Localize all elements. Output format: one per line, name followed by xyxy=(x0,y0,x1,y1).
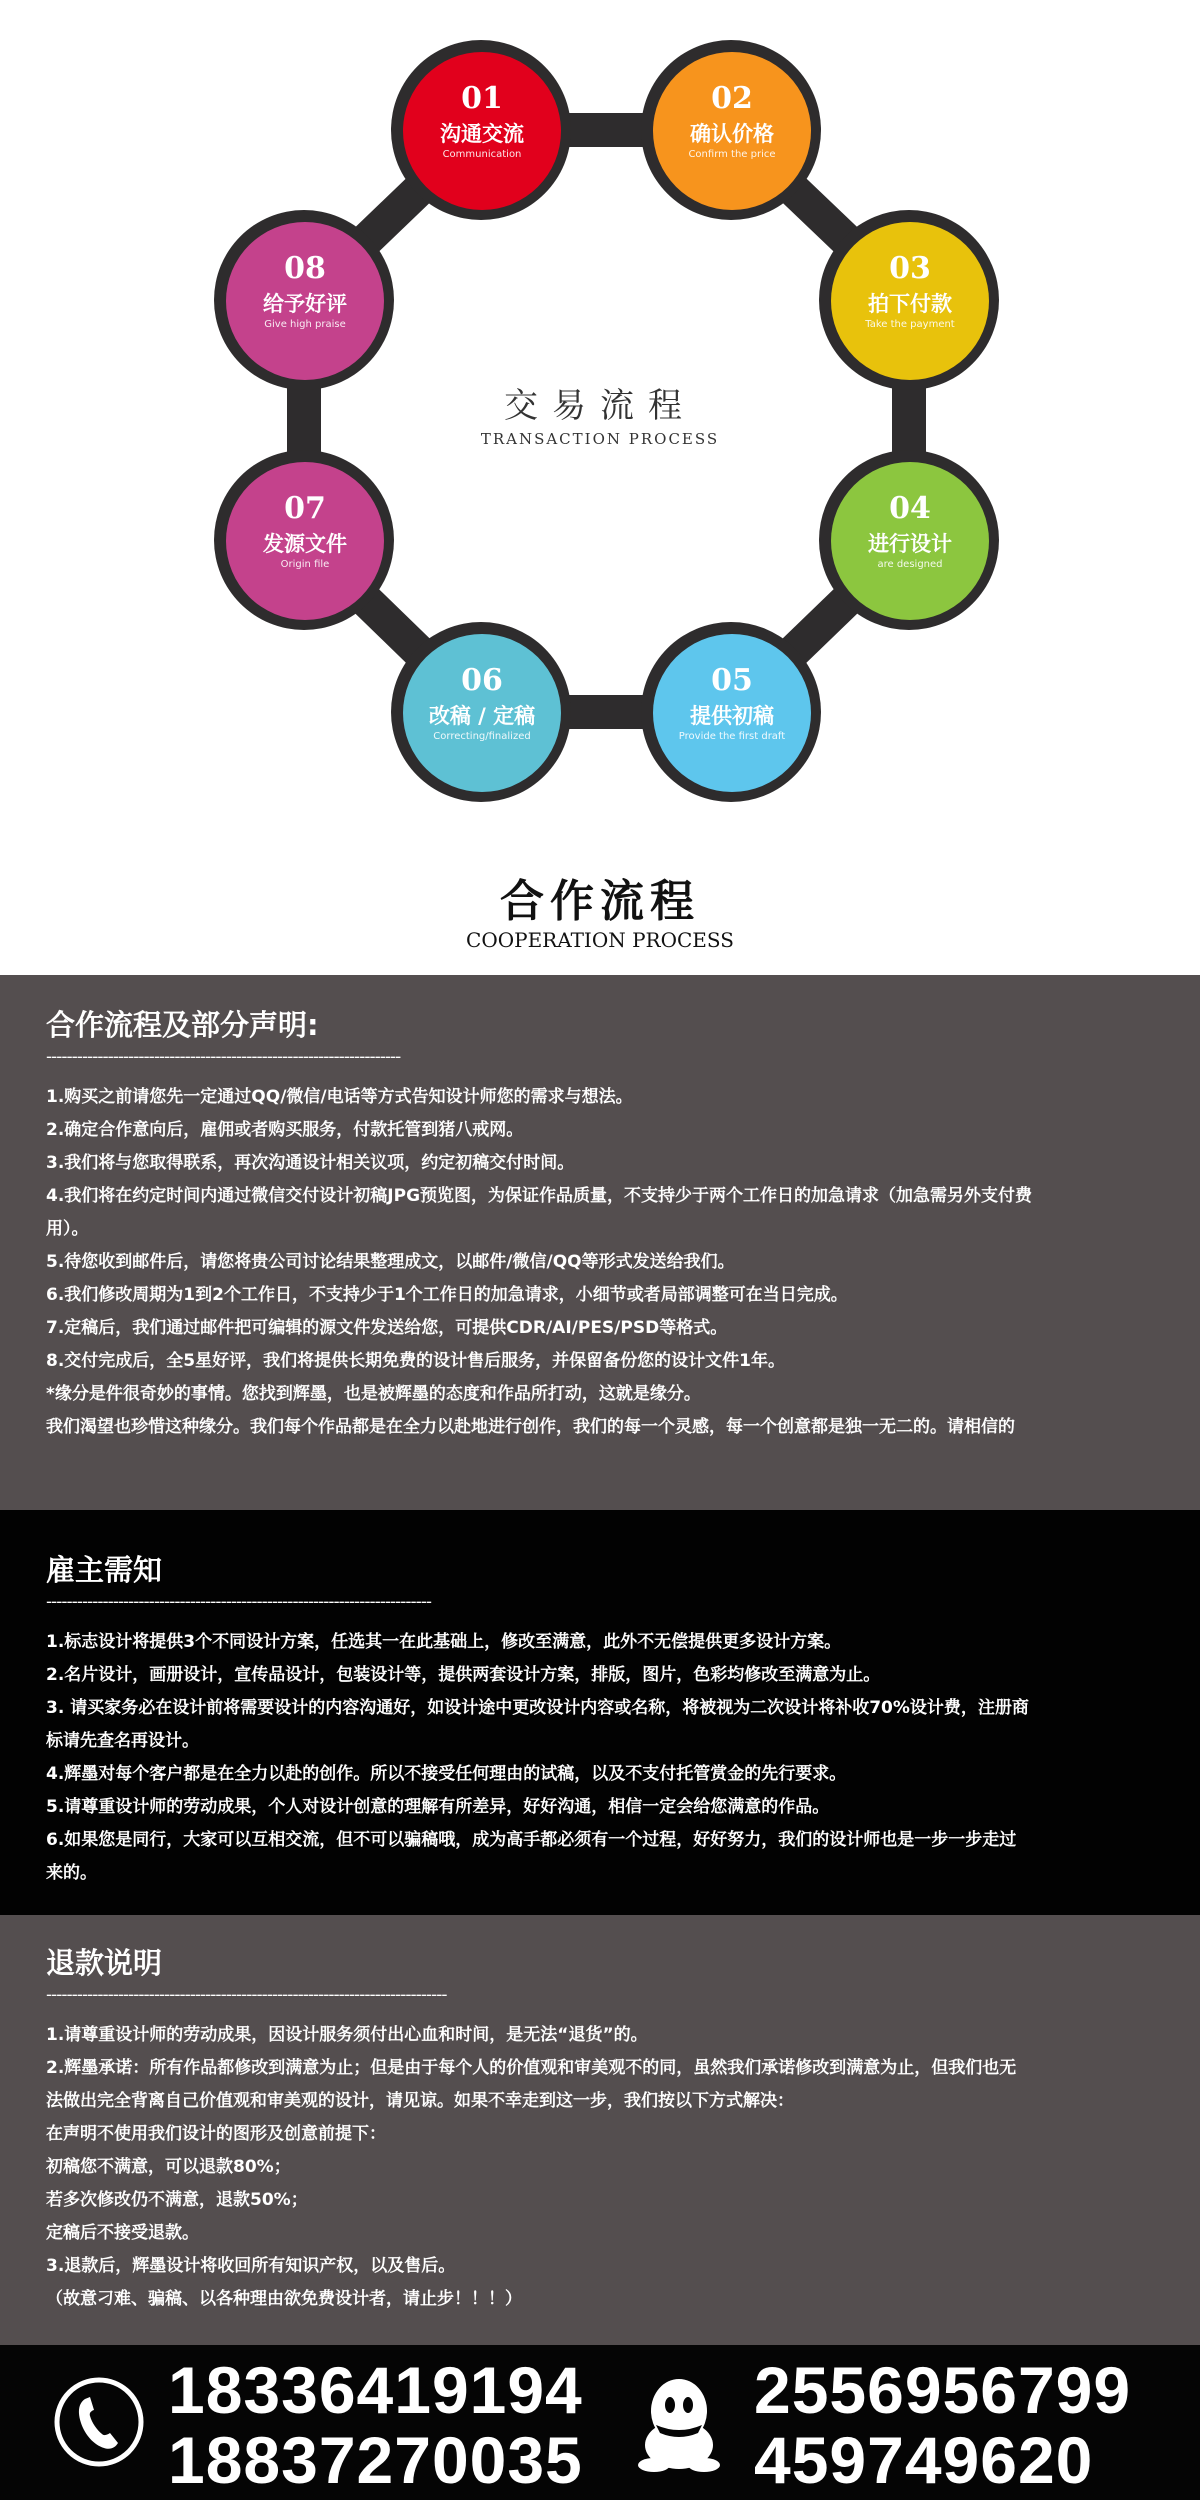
step-num: 04 xyxy=(889,491,931,526)
statement-line: 标请先查名再设计。 xyxy=(46,1731,199,1751)
step-num: 05 xyxy=(711,663,753,698)
statement-line: 定稿后不接受退款。 xyxy=(46,2223,199,2243)
process-step-05 xyxy=(653,634,811,792)
step-num: 02 xyxy=(711,81,753,116)
statement-line: 1.购买之前请您先一定通过QQ/微信/电话等方式告知设计师您的需求与想法。 xyxy=(46,1087,633,1107)
qq-number-2[interactable]: 459749620 xyxy=(754,2423,1094,2497)
cooperation-statement-section xyxy=(0,975,1200,1510)
statement-line: 用）。 xyxy=(46,1219,89,1239)
step-zh: 给予好评 xyxy=(263,292,347,316)
statement-line: 3. 请买家务必在设计前将需要设计的内容沟通好，如设计途中更改设计内容或名称，将被视为二次设计将补收70%设计费，注册商 xyxy=(46,1698,1029,1718)
statement-line: 4.我们将在约定时间内通过微信交付设计初稿JPG预览图，为保证作品质量，不支持少于两个工作日的加急请求（加急需另外支付费 xyxy=(46,1186,1033,1206)
step-en: Provide the first draft xyxy=(678,731,786,742)
statement-line: 8.交付完成后，全5星好评，我们将提供长期免费的设计售后服务，并保留备份您的设计文件1年。 xyxy=(46,1351,785,1371)
cooperation-subtitle: COOPERATION PROCESS xyxy=(466,928,734,952)
process-subtitle: TRANSACTION PROCESS xyxy=(480,430,720,448)
process-title: 交易流程 xyxy=(504,386,696,426)
step-en: Give high praise xyxy=(264,319,346,330)
step-num: 08 xyxy=(284,251,326,286)
statement-line: 我们渴望也珍惜这种缘分。我们每个作品都是在全力以赴地进行创作，我们的每一个灵感，每一个创意都是独一无二的。请相信的 xyxy=(46,1417,1015,1437)
step-zh: 确认价格 xyxy=(690,122,774,146)
phone-icon xyxy=(52,2375,146,2469)
step-en: Communication xyxy=(442,149,522,160)
statement-line: 2.名片设计，画册设计，宣传品设计，包装设计等，提供两套设计方案，排版，图片，色彩均修改至满意为止。 xyxy=(46,1665,881,1685)
statement-line: 若多次修改仍不满意，退款50%； xyxy=(46,2190,308,2210)
process-step-04 xyxy=(831,462,989,620)
statement-line: 6.如果您是同行，大家可以互相交流，但不可以骗稿哦，成为高手都必须有一个过程，好好努力，我们的设计师也是一步一步走过 xyxy=(46,1830,1017,1850)
contact-footer xyxy=(0,2345,1200,2500)
process-step-01 xyxy=(403,52,561,210)
section-title: 雇主需知 xyxy=(46,1553,163,1587)
step-num: 01 xyxy=(461,81,503,116)
phone-number-1[interactable]: 18336419194 xyxy=(168,2353,583,2427)
statement-line: 3.我们将与您取得联系，再次沟通设计相关议项，约定初稿交付时间。 xyxy=(46,1153,575,1173)
qq-penguin-icon xyxy=(634,2373,724,2473)
step-zh: 提供初稿 xyxy=(690,704,774,728)
statement-line: 7.定稿后，我们通过邮件把可编辑的源文件发送给您，可提供CDR/AI/PES/PSD等格式。 xyxy=(46,1318,728,1338)
statement-line: 法做出完全背离自己价值观和审美观的设计，请见谅。如果不幸走到这一步，我们按以下方式解决： xyxy=(46,2091,794,2111)
statement-line: 初稿您不满意，可以退款80%； xyxy=(46,2157,291,2177)
transaction-process-diagram xyxy=(0,0,1200,975)
statement-line: （故意刁难、骗稿、以各种理由欲免费设计者，请止步！！！） xyxy=(46,2289,522,2309)
statement-line: 4.辉墨对每个客户都是在全力以赴的创作。所以不接受任何理由的试稿，以及不支付托管赏金的先行要求。 xyxy=(46,1764,847,1784)
cooperation-title: 合作流程 xyxy=(500,876,700,927)
step-en: Take the payment xyxy=(865,319,955,330)
step-zh: 拍下付款 xyxy=(868,292,952,316)
process-step-07 xyxy=(226,462,384,620)
step-en: Confirm the price xyxy=(688,149,776,160)
statement-line: 5.待您收到邮件后，请您将贵公司讨论结果整理成文，以邮件/微信/QQ等形式发送给我们。 xyxy=(46,1252,735,1272)
section-title: 退款说明 xyxy=(46,1946,163,1980)
statement-line: 5.请尊重设计师的劳动成果，个人对设计创意的理解有所差异，好好沟通，相信一定会给您满意的作品。 xyxy=(46,1797,830,1817)
step-num: 07 xyxy=(284,491,326,526)
statement-line: 3.退款后，辉墨设计将收回所有知识产权，以及售后。 xyxy=(46,2256,456,2276)
process-step-06 xyxy=(403,634,561,792)
dash-divider: ------------------------------------------------------------------------------ xyxy=(46,1985,447,2005)
client-notice-section xyxy=(0,1510,1200,1915)
step-en: Correcting/finalized xyxy=(433,731,531,742)
step-zh: 进行设计 xyxy=(868,532,952,556)
step-en: Origin file xyxy=(280,559,330,570)
process-step-03 xyxy=(831,222,989,380)
statement-line: 1.请尊重设计师的劳动成果，因设计服务须付出心血和时间，是无法“退货”的。 xyxy=(46,2025,648,2045)
step-num: 06 xyxy=(461,663,503,698)
section-title: 合作流程及部分声明: xyxy=(46,1008,319,1042)
process-step-08 xyxy=(226,222,384,380)
statement-line: 来的。 xyxy=(46,1863,97,1883)
dash-divider: --------------------------------------------------------------------- xyxy=(46,1047,401,1067)
phone-number-2[interactable]: 18837270035 xyxy=(168,2423,583,2497)
step-num: 03 xyxy=(889,251,931,286)
statement-line: *缘分是件很奇妙的事情。您找到辉墨，也是被辉墨的态度和作品所打动，这就是缘分。 xyxy=(46,1384,701,1404)
statement-line: 2.辉墨承诺：所有作品都修改到满意为止；但是由于每个人的价值观和审美观不的同，虽然我们承诺修改到满意为止，但我们也无 xyxy=(46,2058,1017,2078)
dash-divider: --------------------------------------------------------------------------- xyxy=(46,1592,432,1612)
refund-policy-section xyxy=(0,1915,1200,2345)
process-step-02 xyxy=(653,52,811,210)
step-zh: 发源文件 xyxy=(263,532,347,556)
qq-number-1[interactable]: 2556956799 xyxy=(754,2353,1132,2427)
step-zh: 沟通交流 xyxy=(440,122,524,146)
statement-line: 2.确定合作意向后，雇佣或者购买服务，付款托管到猪八戒网。 xyxy=(46,1120,524,1140)
statement-line: 6.我们修改周期为1到2个工作日，不支持少于1个工作日的加急请求，小细节或者局部调整可在当日完成。 xyxy=(46,1285,848,1305)
statement-line: 1.标志设计将提供3个不同设计方案，任选其一在此基础上，修改至满意，此外不无偿提供更多设计方案。 xyxy=(46,1632,842,1652)
statement-line: 在声明不使用我们设计的图形及创意前提下： xyxy=(46,2124,386,2144)
step-zh: 改稿 / 定稿 xyxy=(428,704,536,728)
step-en: are designed xyxy=(877,559,943,570)
